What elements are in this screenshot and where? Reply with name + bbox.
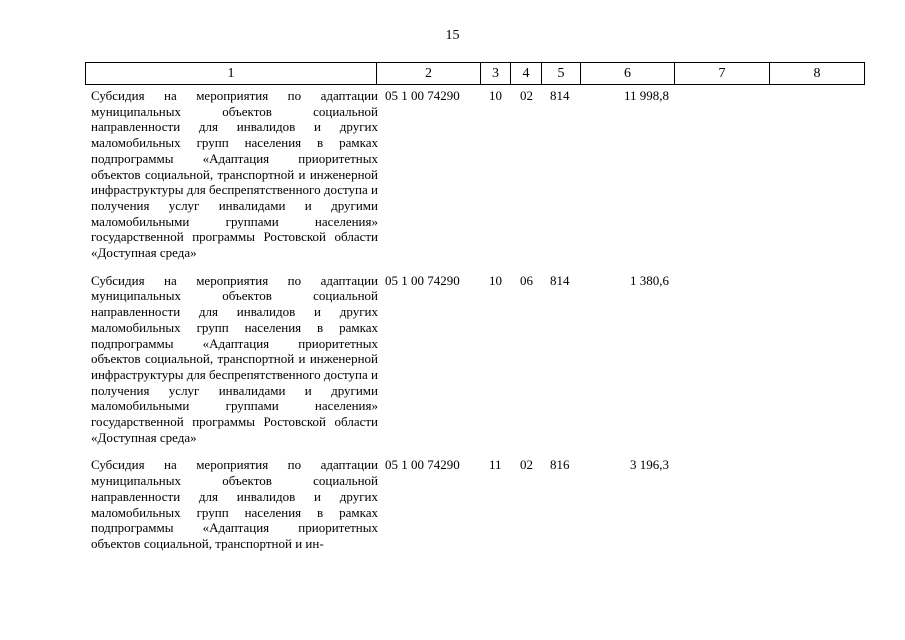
column-header-5: 5 [542, 63, 581, 85]
column-header-2: 2 [377, 63, 481, 85]
row-description: Субсидия на мероприятия по адаптации муниципальных объектов социальной направленности для инвалидов и других маломобильных групп населения в рамках подпрограммы «Адаптация приоритетных объектов социальной, транспортной и инженерной инфраструктуры для беспрепятственного доступа и получения услуг инвалидами и другими маломобильными группами населения» государственной программы Ростовской области «Доступная среда» [91, 88, 378, 261]
row-target-code: 05 1 00 74290 [385, 457, 460, 473]
column-header-4: 4 [511, 63, 542, 85]
column-header-8: 8 [770, 63, 865, 85]
column-header-table [85, 62, 865, 85]
row-subsection: 06 [520, 272, 533, 288]
row-subsection: 02 [520, 88, 533, 103]
row-section: 10 [489, 88, 502, 103]
row-target-code: 05 1 00 74290 [385, 88, 460, 103]
table-row [85, 457, 865, 551]
row-amount: 11 998,8 [623, 88, 669, 103]
row-expense-type: 814 [550, 88, 570, 103]
column-header-7: 7 [675, 63, 770, 85]
row-amount: 1 380,6 [630, 272, 669, 288]
row-subsection: 02 [520, 457, 533, 473]
column-header-6: 6 [581, 63, 675, 85]
table-row [85, 88, 865, 261]
table-body [85, 88, 865, 552]
table-row [85, 273, 865, 446]
row-description: Субсидия на мероприятия по адаптации муниципальных объектов социальной направленности для инвалидов и других маломобильных групп населения в рамках подпрограммы «Адаптация приоритетных объектов социальной, транспортной и ин- [91, 457, 378, 551]
row-expense-type: 814 [550, 272, 570, 288]
row-description: Субсидия на мероприятия по адаптации муниципальных объектов социальной направленности для инвалидов и других маломобильных групп населения в рамках подпрограммы «Адаптация приоритетных объектов социальной, транспортной и инженерной инфраструктуры для беспрепятственного доступа и получения услуг инвалидами и другими маломобильными группами населения» государственной программы Ростовской области «Доступная среда» [91, 272, 378, 445]
column-header-3: 3 [481, 63, 511, 85]
row-target-code: 05 1 00 74290 [385, 272, 460, 288]
column-header-row [86, 63, 865, 85]
row-section: 11 [489, 457, 502, 473]
column-header-1: 1 [86, 63, 377, 85]
row-expense-type: 816 [550, 457, 570, 473]
row-amount: 3 196,3 [630, 457, 669, 473]
row-section: 10 [489, 272, 502, 288]
page-number: 15 [445, 28, 460, 43]
